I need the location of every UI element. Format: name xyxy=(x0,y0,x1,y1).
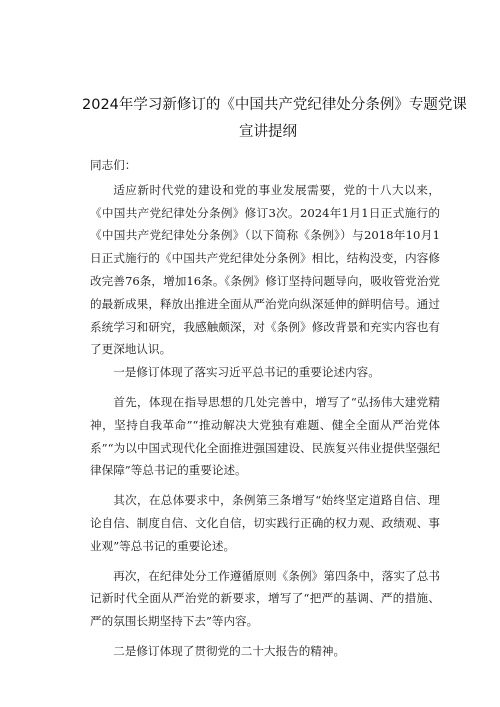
paragraph-intro: 适应新时代党的建设和党的事业发展需要，党的十八大以来，《中国共产党纪律处分条例》修订3次。2024年1月1日正式施行的《中国共产党纪律处分条例》（以下简称《条例》）与2018年10月1日正式施行的《中国共产党纪律处分条例》相比，结构没变，内容修改完善76条，增加16条。《条例》修订坚持问题导向，吸收管党治党的最新成果，释放出推进全面从严治党向纵深延伸的鲜明信号。通过系统学习和研究，我感触颇深，对《条例》修改背景和充实内容也有了更深地认识。 xyxy=(90,182,440,357)
document-title xyxy=(82,92,467,146)
title-line-1: 2024年学习新修订的《中国共产党纪律处分条例》专题党课 xyxy=(82,97,467,113)
paragraph-third: 再次，在纪律处分工作遵循原则《条例》第四条中，落实了总书记新时代全面从严治党的新要求，增写了“把严的基调、严的措施、严的氛围长期坚持下去”等内容。 xyxy=(90,568,440,629)
document-body xyxy=(90,154,440,663)
salutation: 同志们： xyxy=(90,158,137,172)
paragraph-point-two: 二是修订体现了贯彻党的二十大报告的精神。 xyxy=(113,643,346,658)
title-line-2: 宣讲提纲 xyxy=(239,124,297,140)
paragraph-first: 首先，体现在指导思想的几处完善中，增写了“弘扬伟大建党精神，坚持自我革命”“推动解决大党独有难题、健全全面从严治党体系”“为以中国式现代化全面推进强国建设、民族复兴伟业提供坚强纪律保障”等总书记的重要论述。 xyxy=(90,394,440,478)
paragraph-point-one: 一是修订体现了落实习近平总书记的重要论述内容。 xyxy=(113,365,380,380)
paragraph-second: 其次，在总体要求中，条例第三条增写“始终坚定道路自信、理论自信、制度自信、文化自信，切实践行正确的权力观、政绩观、事业观”等总书记的重要论述。 xyxy=(90,493,440,553)
